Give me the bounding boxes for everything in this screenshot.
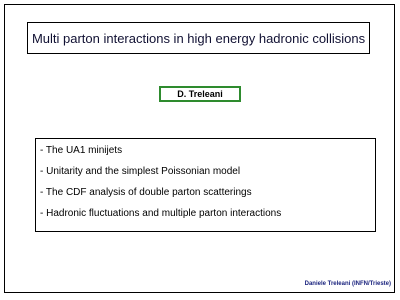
outline-item: - The UA1 minijets [40, 145, 123, 156]
author-box [159, 86, 241, 102]
outline-list [40, 145, 375, 220]
slide-title-box [27, 22, 370, 54]
author-name: D. Treleani [177, 89, 223, 99]
outline-box [35, 138, 376, 232]
outline-item: - The CDF analysis of double parton scatterings [40, 187, 252, 198]
outline-item: - Hadronic fluctuations and multiple parton interactions [40, 208, 282, 219]
slide-title: Multi parton interactions in high energy hadronic collisions [31, 30, 366, 46]
footer-credit: Daniele Treleani (INFN/Trieste) [304, 281, 391, 287]
outline-item: - Unitarity and the simplest Poissonian model [40, 166, 241, 177]
